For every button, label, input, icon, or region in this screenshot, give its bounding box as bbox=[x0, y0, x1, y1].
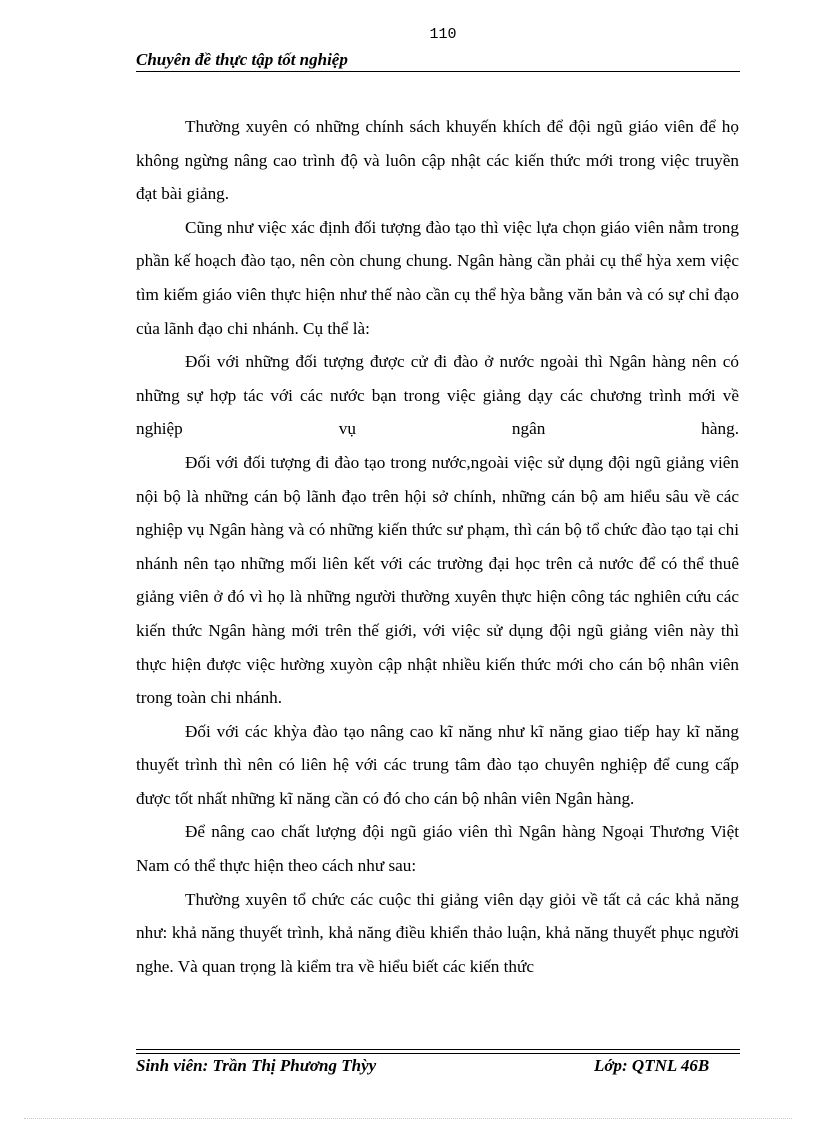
footer-student-name: Sinh viên: Trần Thị Phương Thỳy bbox=[136, 1056, 377, 1075]
paragraph-4: Đối với đối tượng đi đào tạo trong nước,ngoài việc sử dụng đội ngũ giảng viên nội bộ là những cán bộ lãnh đạo trên hội sở chính, những cán bộ am hiểu sâu về các nghiệp vụ Ngân hàng và có những kiến thức sư phạm, thì cán bộ tổ chức đào tạo tại chi nhánh nên tạo những mối liên kết với các trường đại học trên cả nước để có thể thuê giảng viên ở đó vì họ là những người thường xuyên thực hiện công tác nghiên cứu các kiến thức Ngân hàng mới trên thế giới, với việc sử dụng đội ngũ giảng viên này thì thực hiện được việc hường xuyòn cập nhật nhiều kiến thức mới cho cán bộ nhân viên trong toàn chi nhánh. bbox=[136, 452, 739, 708]
paragraph-6: Để nâng cao chất lượng đội ngũ giáo viên thì Ngân hàng Ngoại Thương Việt Nam có thể thực hiện theo cách như sau: bbox=[136, 822, 739, 876]
document-body bbox=[136, 110, 739, 983]
header-divider bbox=[136, 71, 740, 72]
paragraph-1: Thường xuyên có những chính sách khuyến khích để đội ngũ giáo viên để họ không ngừng nâng cao trình độ và luôn cập nhật các kiến thức mới trong việc truyền đạt bài giảng. bbox=[136, 117, 739, 204]
paragraph-2: Cũng như việc xác định đối tượng đào tạo thì việc lựa chọn giáo viên nằm trong phần kế hoạch đào tạo, nên còn chung chung. Ngân hàng cần phải cụ thể hỳa xem việc tìm kiếm giáo viên thực hiện như thế nào cần cụ thể hỳa bằng văn bản và có sự chỉ đạo của lãnh đạo chi nhánh. Cụ thể là: bbox=[136, 217, 739, 338]
footer-class-code: Lớp: QTNL 46B bbox=[594, 1056, 710, 1075]
paragraph-3: Đối với những đối tượng được cử đi đào ở nước ngoài thì Ngân hàng nên có những sự hợp tác với các nước bạn trong việc giảng dạy các chương trình mới về nghiệp vụ ngân hàng. bbox=[136, 352, 739, 439]
footer-divider-bottom bbox=[136, 1053, 740, 1054]
header-title: Chuyên đề thực tập tốt nghiệp bbox=[136, 50, 348, 69]
page-number: 110 bbox=[429, 26, 457, 43]
page-edge-divider bbox=[24, 1118, 792, 1119]
paragraph-7: Thường xuyên tổ chức các cuộc thi giảng viên dạy giỏi về tất cả các khả năng như: khả năng thuyết trình, khả năng điều khiển thảo luận, khả năng thuyết phục người nghe. Và quan trọng là kiểm tra về hiểu biết các kiến thức bbox=[136, 889, 739, 976]
paragraph-5: Đối với các khỳa đào tạo nâng cao kĩ năng như kĩ năng giao tiếp hay kĩ năng thuyết trình thì nên có liên hệ với các trung tâm đào tạo chuyên nghiệp để cung cấp được tốt nhất những kĩ năng cần có đó cho cán bộ nhân viên Ngân hàng. bbox=[136, 721, 739, 808]
footer-divider-top bbox=[136, 1049, 740, 1050]
